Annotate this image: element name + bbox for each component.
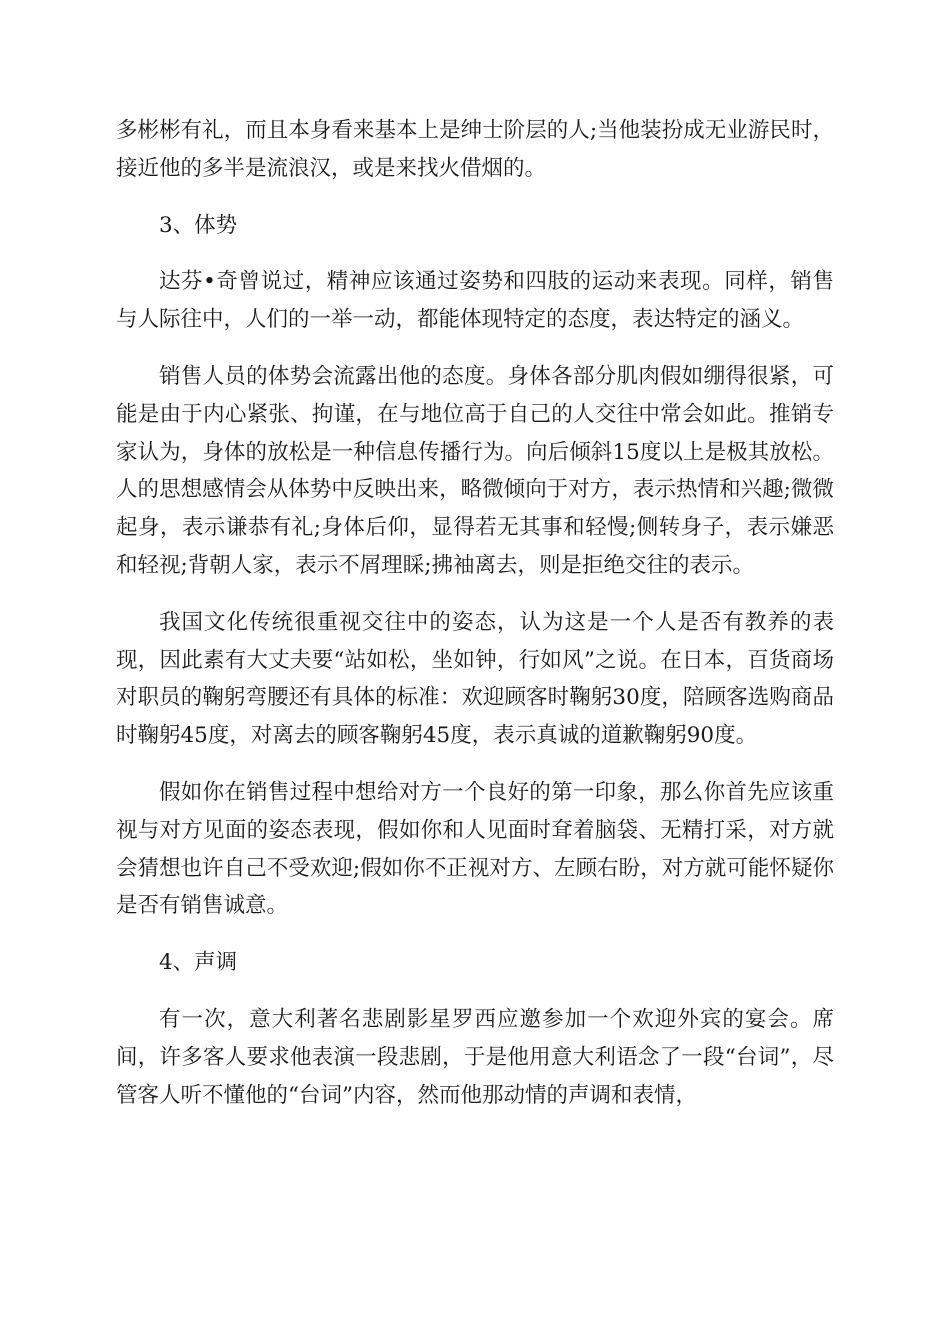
paragraph: 销售人员的体势会流露出他的态度。身体各部分肌肉假如绷得很紧，可能是由于内心紧张、拘谨，在与地位高于自己的人交往中常会如此。推销专家认为，身体的放松是一种信息传播行为。向后倾斜15度以上是极其放松。人的思想感情会从体势中反映出来，略微倾向于对方，表示热情和兴趣;微微起身，表示谦恭有礼;身体后仰，显得若无其事和轻慢;侧转身子，表示嫌恶和轻视;背朝人家，表示不屑理睬;拂袖离去，则是拒绝交往的表示。: [116, 363, 834, 578]
paragraph: 达芬•奇曾说过，精神应该通过姿势和四肢的运动来表现。同样，销售与人际往中，人们的一举一动，都能体现特定的态度，表达特定的涵义。: [116, 269, 834, 333]
document-body: [116, 112, 834, 1133]
paragraph-continued: 多彬彬有礼，而且本身看来基本上是绅士阶层的人;当他装扮成无业游民时，接近他的多半是流浪汉，或是来找火借烟的。: [116, 118, 834, 181]
section-heading-posture: 3、体势: [159, 212, 238, 238]
paragraph: 有一次，意大利著名悲剧影星罗西应邀参加一个欢迎外宾的宴会。席间，许多客人要求他表演一段悲剧，于是他用意大利语念了一段“台词”，尽管客人听不懂他的“台词”内容，然而他那动情的声调和表情，: [116, 1006, 834, 1108]
paragraph: 假如你在销售过程中想给对方一个良好的第一印象，那么你首先应该重视与对方见面的姿态表现，假如你和人见面时耷着脑袋、无精打采，对方就会猜想也许自己不受欢迎;假如你不正视对方、左顾右盼，对方就可能怀疑你是否有销售诚意。: [116, 779, 834, 919]
section-heading-tone: 4、声调: [159, 950, 238, 976]
paragraph: 我国文化传统很重视交往中的姿态，认为这是一个人是否有教养的表现，因此素有大丈夫要“站如松，坐如钟，行如风”之说。在日本，百货商场对职员的鞠躬弯腰还有具体的标准：欢迎顾客时鞠躬30度，陪顾客选购商品时鞠躬45度，对离去的顾客鞠躬45度，表示真诚的道歉鞠躬90度。: [116, 609, 834, 749]
